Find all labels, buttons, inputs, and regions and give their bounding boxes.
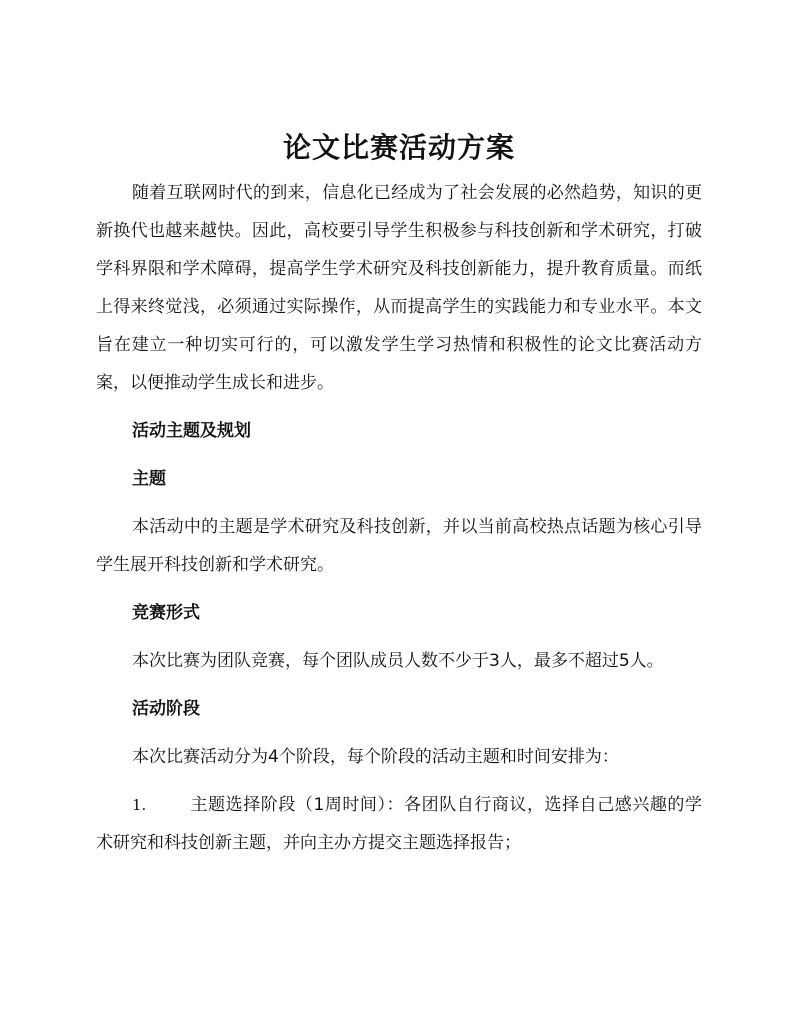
list-item [96, 786, 702, 862]
section-heading: 活动主题及规划 [132, 421, 251, 441]
list-item-text: 主题选择阶段（1周时间）：各团队自行商议，选择自己感兴趣的学术研究和科技创新主题，并向主办方提交主题选择报告； [96, 795, 702, 853]
document-title: 论文比赛活动方案 [282, 131, 515, 164]
intro-paragraph: 随着互联网时代的到来，信息化已经成为了社会发展的必然趋势，知识的更新换代也越来越快。因此，高校要引导学生积极参与科技创新和学术研究，打破学科界限和学术障碍，提高学生学术研究及科技创新能力，提升教育质量。而纸上得来终觉浅，必须通过实际操作，从而提高学生的实践能力和专业水平。本文旨在建立一种切实可行的，可以激发学生学习热情和积极性的论文比赛活动方案，以便推动学生成长和进步。 [96, 183, 702, 393]
list-item-number: 1. [132, 796, 147, 814]
theme-paragraph: 本活动中的主题是学术研究及科技创新，并以当前高校热点话题为核心引导学生展开科技创新和学术研究。 [96, 517, 702, 575]
stage-heading: 活动阶段 [132, 699, 200, 719]
format-heading: 竞赛形式 [132, 603, 200, 623]
stage-paragraph: 本次比赛活动分为4个阶段，每个阶段的活动主题和时间安排为： [132, 747, 619, 767]
document-page [96, 128, 702, 862]
format-paragraph: 本次比赛为团队竞赛，每个团队成员人数不少于3人，最多不超过5人。 [132, 651, 664, 671]
theme-heading: 主题 [132, 469, 166, 489]
